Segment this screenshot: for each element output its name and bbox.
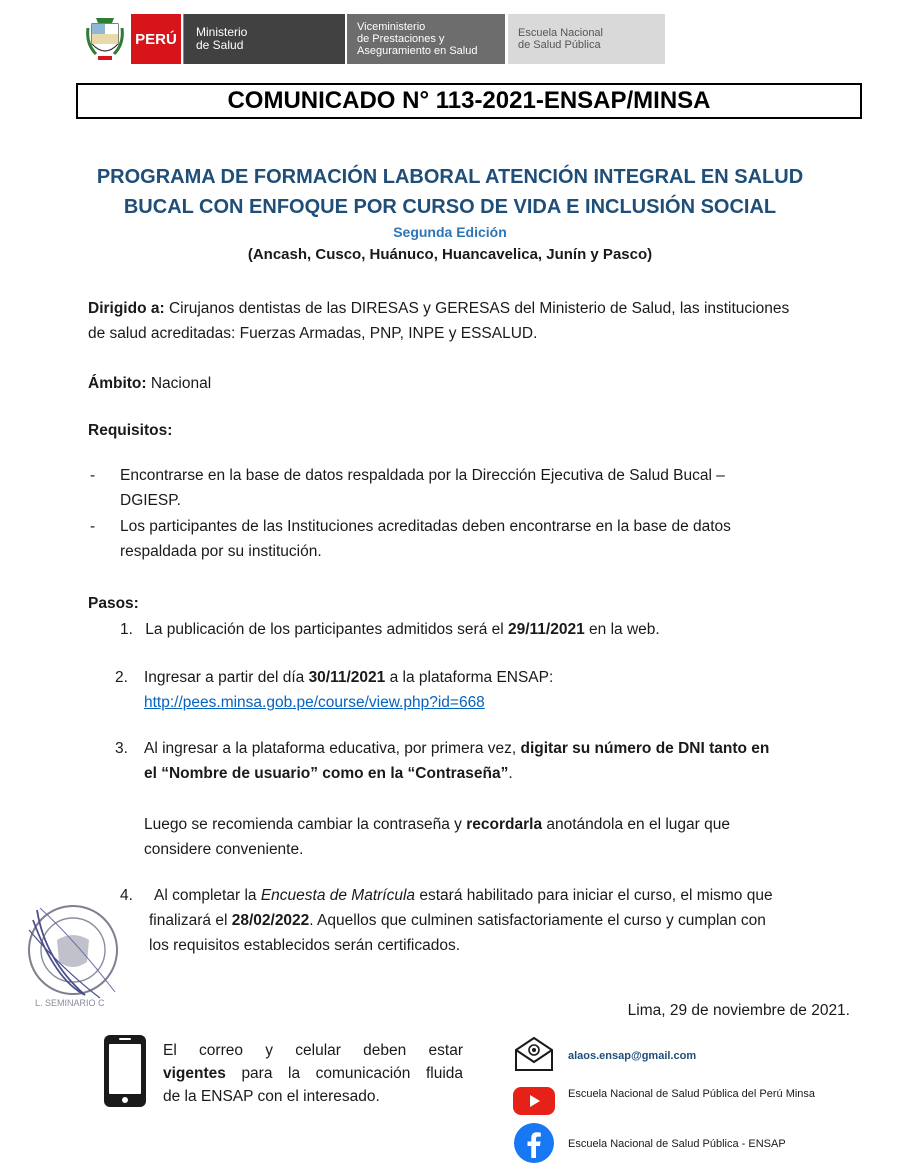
edition-label: Segunda Edición <box>393 224 507 240</box>
vice-line1: Viceministerio <box>357 21 426 33</box>
step-1-post: en la web. <box>584 621 660 638</box>
step-4-line2-pre: finalizará el <box>149 912 232 929</box>
escuela-line2: de Salud Pública <box>518 39 601 51</box>
requisito-line2: DGIESP. <box>120 492 181 509</box>
step-1-pre: La publicación de los participantes admitidos será el <box>145 621 508 638</box>
escuela-box <box>508 14 665 64</box>
ministerio-line2: de Salud <box>196 38 244 52</box>
step-4-italic: Encuesta de Matrícula <box>260 887 416 904</box>
step-number: 1. <box>120 621 133 638</box>
step-4-line2-post: . Aquellos que culminen satisfactoriamente el curso y cumplan con <box>309 912 766 929</box>
youtube-channel[interactable]: Escuela Nacional de Salud Pública del Perú Minsa <box>568 1088 816 1100</box>
ambito-value: Nacional <box>146 375 212 392</box>
program-title <box>60 162 840 222</box>
contact-note-bold: vigentes <box>163 1065 226 1082</box>
step-3 <box>115 736 860 786</box>
requisito-line2: respaldada por su institución. <box>120 543 322 560</box>
dirigido-text-line1: Cirujanos dentistas de las DIRESAS y GERESAS del Ministerio de Salud, las instituciones <box>164 300 790 317</box>
facebook-icon <box>513 1122 555 1164</box>
step-3-note <box>144 812 860 862</box>
peru-coat-of-arms-icon <box>86 14 124 62</box>
youtube-icon <box>513 1085 555 1117</box>
step-2-pre: Ingresar a partir del día <box>144 669 309 686</box>
step-1-date: 29/11/2021 <box>508 621 585 638</box>
program-title-line2: BUCAL CON ENFOQUE POR CURSO DE VIDA E INCLUSIÓN SOCIAL <box>123 196 777 218</box>
dirigido-label: Dirigido a: <box>88 300 165 317</box>
contact-note <box>163 1039 463 1108</box>
contact-email[interactable]: alaos.ensap@gmail.com <box>568 1050 697 1062</box>
seal-signature-text: L. SEMINARIO C <box>35 998 105 1008</box>
requisito-line1: Encontrarse en la base de datos respaldada por la Dirección Ejecutiva de Salud Bucal – <box>120 467 725 484</box>
viceministerio-box <box>347 14 505 64</box>
step-3-pre: Al ingresar a la plataforma educativa, por primera vez, <box>144 740 521 757</box>
step-3-note-line2: considere conveniente. <box>144 841 304 858</box>
step-3-post: . <box>508 765 513 782</box>
contact-note-line2: para la comunicación fluida <box>225 1065 463 1082</box>
step-number: 2. <box>115 669 128 686</box>
step-2 <box>115 665 860 715</box>
program-title-line1: PROGRAMA DE FORMACIÓN LABORAL ATENCIÓN INTEGRAL EN SALUD <box>96 166 804 188</box>
step-4 <box>120 883 860 958</box>
peru-brand-box <box>131 14 181 64</box>
smartphone-icon <box>103 1034 147 1108</box>
vice-line3: Aseguramiento en Salud <box>357 45 478 57</box>
requisito-bullet: - <box>90 467 96 484</box>
vice-line2: de Prestaciones y <box>357 33 445 45</box>
email-envelope-icon <box>513 1036 555 1072</box>
ambito-paragraph <box>88 371 858 396</box>
step-4-pre: Al completar la <box>154 887 261 904</box>
dirigido-text-line2: de salud acreditadas: Fuerzas Armadas, PNP, INPE y ESSALUD. <box>88 325 538 342</box>
step-2-date: 30/11/2021 <box>308 669 386 686</box>
communique-title: COMUNICADO N° 113-2021-ENSAP/MINSA <box>76 83 862 119</box>
regions-label: (Ancash, Cusco, Huánuco, Huancavelica, Junín y Pasco) <box>247 246 653 263</box>
ensap-platform-link[interactable]: http://pees.minsa.gob.pe/course/view.php?id=668 <box>144 694 485 711</box>
requisito-item <box>90 463 860 513</box>
ministerio-box <box>183 14 345 64</box>
escuela-line1: Escuela Nacional <box>518 27 603 39</box>
step-4-mid: estará habilitado para iniciar el curso, el mismo que <box>415 887 773 904</box>
step-3-bold1: digitar su número de DNI tanto en <box>520 740 770 757</box>
requisito-bullet: - <box>90 518 96 535</box>
step-4-line3: los requisitos establecidos serán certificados. <box>149 937 461 954</box>
ambito-label: Ámbito: <box>88 375 147 392</box>
official-seal-stamp <box>15 900 125 1010</box>
requisito-item <box>90 514 860 564</box>
step-3-note-post: anotándola en el lugar que <box>542 816 730 833</box>
ministerio-line1: Ministerio <box>196 25 248 39</box>
peru-label: PERÚ <box>135 30 177 48</box>
contact-note-line1: El correo y celular deben estar <box>163 1042 463 1059</box>
step-number: 3. <box>115 740 128 757</box>
step-1 <box>120 617 860 642</box>
step-4-date: 28/02/2022 <box>231 912 310 929</box>
step-3-note-pre: Luego se recomienda cambiar la contraseña y <box>144 816 467 833</box>
requisitos-label: Requisitos: <box>88 422 173 439</box>
place-date: Lima, 29 de noviembre de 2021. <box>627 1002 850 1019</box>
contact-note-line3: de la ENSAP con el interesado. <box>163 1088 380 1105</box>
step-number: 4. <box>120 887 133 904</box>
pasos-label: Pasos: <box>88 595 139 612</box>
dirigido-paragraph <box>88 296 858 346</box>
step-3-note-bold: recordarla <box>466 816 543 833</box>
requisito-line1: Los participantes de las Instituciones acreditadas deben encontrarse en la base de datos <box>120 518 731 535</box>
facebook-page[interactable]: Escuela Nacional de Salud Pública - ENSAP <box>568 1138 786 1150</box>
step-3-bold2: el “Nombre de usuario” como en la “Contraseña” <box>144 765 509 782</box>
step-2-post: a la plataforma ENSAP: <box>385 669 554 686</box>
